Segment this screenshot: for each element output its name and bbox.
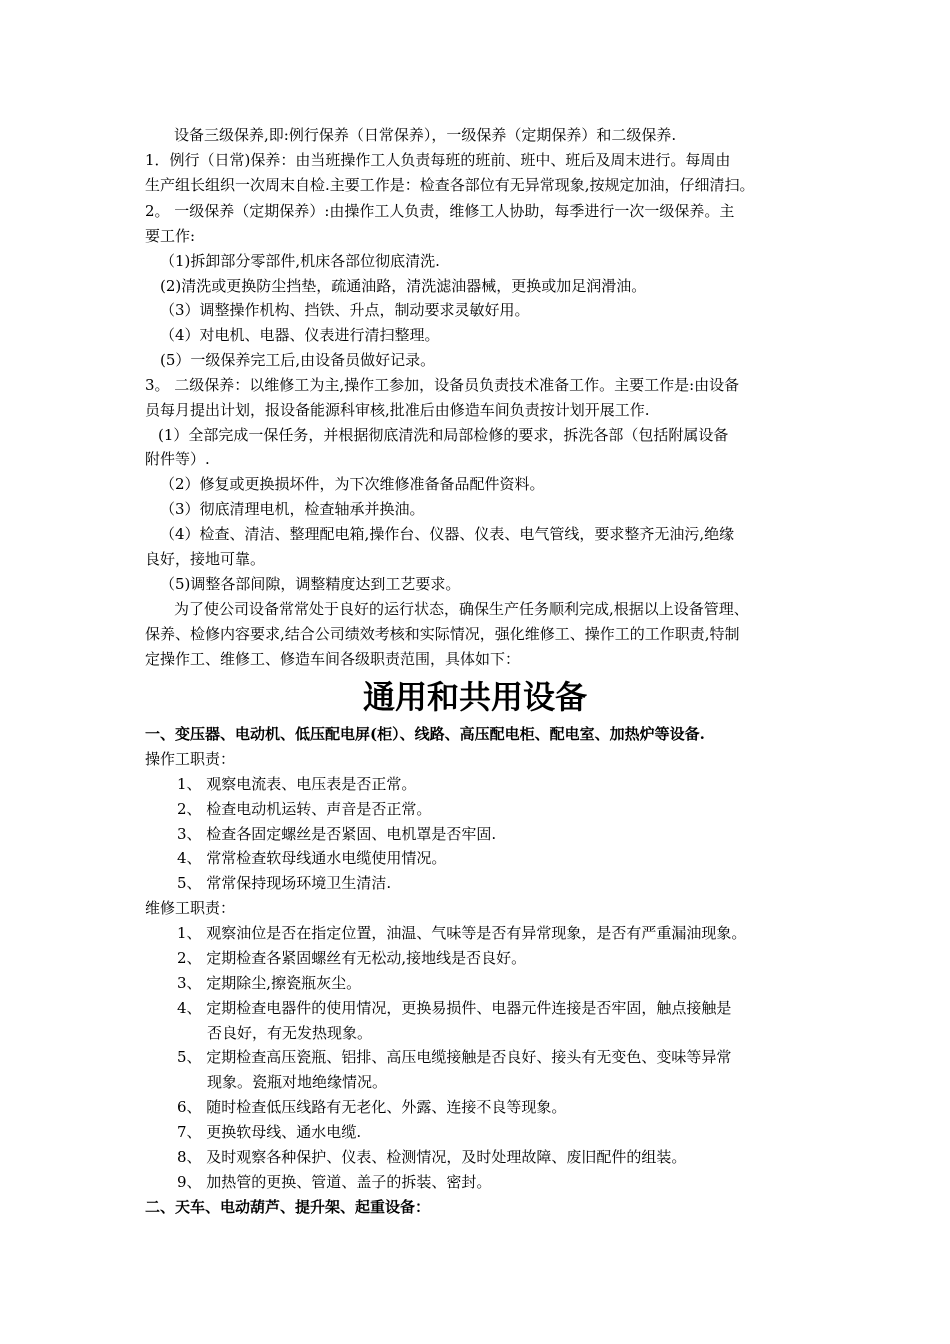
maint-item-4-cont: 否良好，有无发热现象。: [207, 1024, 373, 1042]
maint-item-6: 6、 随时检查低压线路有无老化、外露、连接不良等现象。: [177, 1098, 567, 1116]
intro-line-21: 保养、检修内容要求,结合公司绩效考核和实际情况，强化维修工、操作工的工作职责,特制: [145, 625, 740, 643]
intro-line-22: 定操作工、维修工、修造车间各级职责范围，具体如下：: [145, 650, 521, 668]
intro-line-5: 要工作:: [145, 227, 196, 245]
operator-item-1: 1、 观察电流表、电压表是否正常。: [177, 775, 417, 793]
intro-line-11: 3。 二级保养：以维修工为主,操作工参加，设备员负责技术准备工作。主要工作是:由设备: [145, 376, 740, 394]
maint-item-1: 1、 观察油位是否在指定位置，油温、气味等是否有异常现象，是否有严重漏油现象。: [177, 924, 747, 942]
maint-item-3: 3、 定期除尘,擦瓷瓶灰尘。: [177, 974, 362, 992]
intro-line-13: (1）全部完成一保任务，并根据彻底清洗和局部检修的要求，拆洗各部（包括附属设备: [158, 426, 729, 444]
maint-item-5-cont: 现象。瓷瓶对地绝缘情况。: [207, 1073, 388, 1091]
intro-line-14: 附件等）.: [145, 450, 210, 468]
operator-item-5: 5、 常常保持现场环境卫生清洁.: [177, 874, 392, 892]
maint-item-9: 9、 加热管的更换、管道、盖子的拆装、密封。: [177, 1173, 492, 1191]
intro-line-15: （2）修复或更换损坏件，为下次维修准备备品配件资料。: [160, 475, 545, 493]
operator-item-3: 3、 检查各固定螺丝是否紧固、电机罩是否牢固.: [177, 825, 497, 843]
maint-item-5: 5、 定期检查高压瓷瓶、铝排、高压电缆接触是否良好、接头有无变色、变味等异常: [177, 1048, 732, 1066]
intro-line-19: （5)调整各部间隙，调整精度达到工艺要求。: [160, 575, 461, 593]
operator-item-4: 4、 常常检查软母线通水电缆使用情况。: [177, 849, 447, 867]
intro-line-7: (2)清洗或更换防尘挡垫，疏通油路，清洗滤油器械，更换或加足润滑油。: [160, 277, 647, 295]
intro-line-4: 2。 一级保养（定期保养）:由操作工人负责，维修工人协助，每季进行一次一级保养。主: [145, 202, 735, 220]
maint-item-2: 2、 定期检查各紧固螺丝有无松动,接地线是否良好。: [177, 949, 527, 967]
intro-line-8: （3）调整操作机构、挡铁、升点，制动要求灵敏好用。: [160, 301, 530, 319]
intro-line-6: （1)拆卸部分零部件,机床各部位彻底清洗.: [160, 252, 440, 270]
intro-line-17: （4）检查、清洁、整理配电箱,操作台、仪器、仪表、电气管线，要求整齐无油污,绝缘: [160, 525, 735, 543]
intro-line-20: 为了使公司设备常常处于良好的运行状态，确保生产任务顺利完成,根据以上设备管理、: [174, 600, 749, 618]
section2-title: 二、天车、电动葫芦、提升架、起重设备：: [145, 1198, 431, 1216]
section-heading: 通用和共用设备: [362, 678, 587, 716]
maint-item-8: 8、 及时观察各种保护、仪表、检测情况，及时处理故障、废旧配件的组装。: [177, 1148, 687, 1166]
maint-item-7: 7、 更换软母线、通水电缆.: [177, 1123, 362, 1141]
operator-item-2: 2、 检查电动机运转、声音是否正常。: [177, 800, 432, 818]
intro-line-10: (5）一级保养完工后,由设备员做好记录。: [160, 351, 436, 369]
intro-line-16: （3）彻底清理电机，检查轴承并换油。: [160, 500, 425, 518]
intro-line-2: 1．例行（日常)保养：由当班操作工人负责每班的班前、班中、班后及周末进行。每周由: [145, 151, 731, 169]
maintenance-duties-label: 维修工职责：: [145, 899, 236, 917]
maint-item-4: 4、 定期检查电器件的使用情况，更换易损件、电器元件连接是否牢固，触点接触是: [177, 999, 732, 1017]
intro-line-3: 生产组长组织一次周末自检.主要工作是：检查各部位有无异常现象,按规定加油，仔细清扫。: [145, 176, 755, 194]
intro-line-1: 设备三级保养,即:例行保养（日常保养），一级保养（定期保养）和二级保养.: [174, 126, 677, 144]
intro-line-12: 员每月提出计划，报设备能源科审核,批准后由修造车间负责按计划开展工作.: [145, 401, 650, 419]
operator-duties-label: 操作工职责：: [145, 750, 236, 768]
intro-line-9: （4）对电机、电器、仪表进行清扫整理。: [160, 326, 440, 344]
intro-line-18: 良好，接地可靠。: [145, 550, 266, 568]
section1-title: 一、变压器、电动机、低压配电屏(柜）、线路、高压配电柜、配电室、加热炉等设备.: [145, 725, 705, 743]
